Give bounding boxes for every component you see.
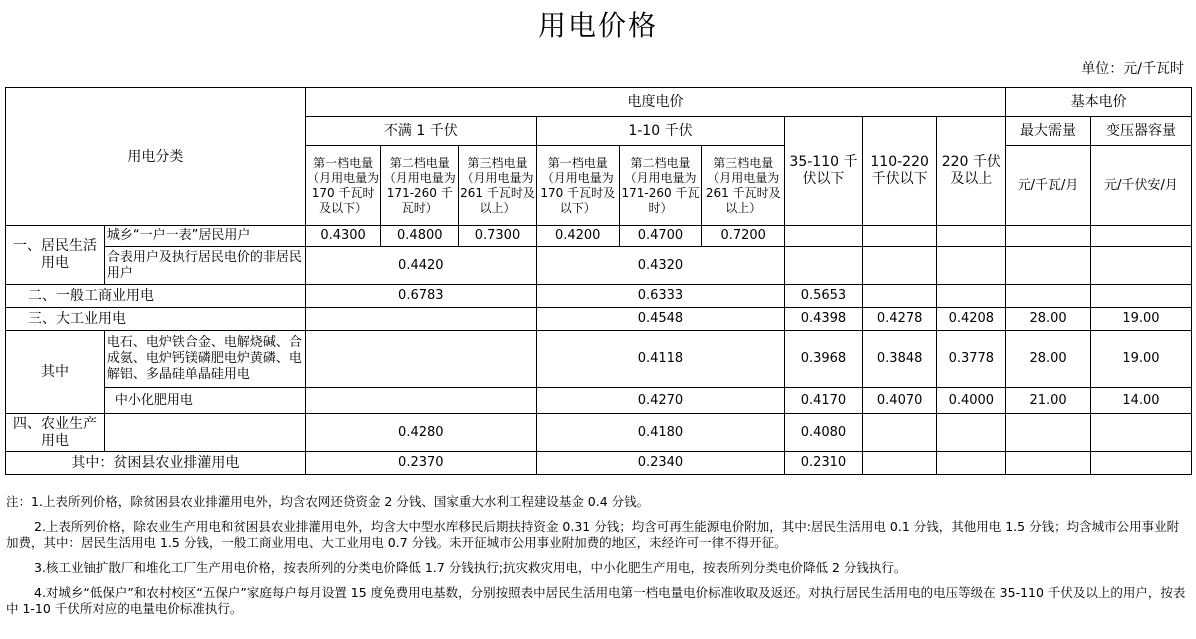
table-cell: 19.00 (1090, 331, 1191, 388)
table-cell: 0.4320 (536, 247, 784, 285)
table-cell: 0.3968 (785, 331, 863, 388)
basic-price-header: 基本电价 (1006, 88, 1192, 117)
table-cell (862, 285, 937, 308)
table-cell: 0.7300 (459, 226, 537, 247)
table-cell (104, 414, 305, 452)
table-cell (1090, 452, 1191, 475)
table-cell (1006, 226, 1091, 247)
table-cell: 0.4800 (381, 226, 459, 247)
table-row (6, 452, 1192, 475)
table-cell (305, 308, 536, 331)
table-cell (937, 226, 1006, 247)
table-cell: 14.00 (1090, 388, 1191, 414)
header-row-1 (6, 88, 1192, 117)
table-row (6, 308, 1192, 331)
table-cell (1006, 414, 1091, 452)
table-cell: 0.4700 (619, 226, 702, 247)
table-cell (937, 247, 1006, 285)
transformer-unit: 元/千伏安/月 (1090, 146, 1191, 226)
table-cell (305, 331, 536, 388)
table-cell: 0.4170 (785, 388, 863, 414)
table-cell: 0.4270 (536, 388, 784, 414)
table-cell: 0.4300 (305, 226, 381, 247)
row-label: 一、居民生活用电 (6, 226, 105, 285)
row-sublabel: 电石、电炉铁合金、电解烧碱、合成氨、电炉钙镁磷肥电炉黄磷、电解铝、多晶硅单晶硅用电 (104, 331, 305, 388)
category-header: 用电分类 (6, 88, 306, 226)
table-cell: 0.4200 (536, 226, 619, 247)
table-cell (785, 247, 863, 285)
table-cell (862, 452, 937, 475)
table-cell: 0.4278 (862, 308, 937, 331)
under-1kv-header: 不满 1 千伏 (305, 117, 536, 146)
table-row (6, 247, 1192, 285)
table-cell: 0.4548 (536, 308, 784, 331)
row-sublabel: 合表用户及执行居民电价的非居民用户 (104, 247, 305, 285)
table-cell (1090, 414, 1191, 452)
table-cell (937, 452, 1006, 475)
1-10kv-header: 1-10 千伏 (536, 117, 784, 146)
table-cell (937, 414, 1006, 452)
tier3-header: 第三档电量（月用电量为 261 千瓦时及以上） (459, 146, 537, 226)
220kv-header: 220 千伏及以上 (937, 117, 1006, 226)
table-cell (862, 226, 937, 247)
table-cell (1006, 285, 1091, 308)
row-label: 三、大工业用电 (6, 308, 306, 331)
table-cell: 0.4208 (937, 308, 1006, 331)
table-cell (1090, 226, 1191, 247)
energy-price-header: 电度电价 (305, 88, 1005, 117)
table-cell: 0.4398 (785, 308, 863, 331)
table-row (6, 388, 1192, 414)
table-cell (937, 285, 1006, 308)
table-row (6, 414, 1192, 452)
110-220kv-header: 110-220 千伏以下 (862, 117, 937, 226)
note-4: 4.对城乡“低保户”和农村校区“五保户”家庭每户每月设置 15 度免费用电基数，分别按照表中居民生活用电第一档电量电价标准收取及返还。对执行居民生活用电的电压等级在 35-110 千伏及以上的用户，按表中 1-10 千伏所对应的电量电价标准执行。 (6, 585, 1186, 616)
table-cell: 28.00 (1006, 308, 1091, 331)
tier3-header: 第三档电量（月用电量为 261 千瓦时及以上） (702, 146, 785, 226)
transformer-header: 变压器容量 (1090, 117, 1191, 146)
table-cell (1006, 452, 1091, 475)
note-2: 2.上表所列价格，除农业生产用电和贫困县农业排灌用电外，均含大中型水库移民后期扶持资金 0.31 分钱；均含可再生能源电价附加，其中:居民生活用电 0.1 分钱，其他用电 1.5 分钱；均含城市公用事业附加费，其中：居民生活用电 1.5 分钱，一般工商业用电、大工业用电 0.7 分钱。未开征城市公用事业附加费的地区，未经许可一律不得开征。 (6, 519, 1180, 550)
table-cell: 0.4280 (305, 414, 536, 452)
table-row (6, 226, 1192, 247)
table-cell (1090, 285, 1191, 308)
table-cell: 0.2340 (536, 452, 784, 475)
price-table (5, 87, 1192, 475)
unit-label: 单位：元/千瓦时 (1081, 61, 1184, 77)
table-cell: 0.4118 (536, 331, 784, 388)
tier2-header: 第二档电量（月用电量为 171-260 千瓦时） (381, 146, 459, 226)
table-cell: 0.6333 (536, 285, 784, 308)
row-label: 其中 (6, 331, 105, 414)
table-cell (1006, 247, 1091, 285)
table-cell: 0.3778 (937, 331, 1006, 388)
tier1-header: 第一档电量（月用电量为 170 千瓦时及以下） (536, 146, 619, 226)
table-cell: 0.4070 (862, 388, 937, 414)
notes (6, 494, 1190, 626)
table-row (6, 331, 1192, 388)
table-cell: 0.6783 (305, 285, 536, 308)
table-cell: 0.4180 (536, 414, 784, 452)
table-cell (785, 226, 863, 247)
table-cell: 28.00 (1006, 331, 1091, 388)
table-cell: 19.00 (1090, 308, 1191, 331)
table-cell (305, 388, 536, 414)
table-cell: 0.4000 (937, 388, 1006, 414)
table-cell: 0.4420 (305, 247, 536, 285)
table-cell: 0.7200 (702, 226, 785, 247)
row-sublabel: 中小化肥用电 (104, 388, 305, 414)
table-cell: 0.2370 (305, 452, 536, 475)
tier2-header: 第二档电量（月用电量为 171-260 千瓦时） (619, 146, 702, 226)
row-label: 二、一般工商业用电 (6, 285, 306, 308)
table-cell (862, 414, 937, 452)
page-title: 用电价格 (537, 9, 658, 42)
table-cell: 0.4080 (785, 414, 863, 452)
table-cell: 0.5653 (785, 285, 863, 308)
table-cell (1090, 247, 1191, 285)
note-1: 注：1.上表所列价格，除贫困县农业排灌用电外，均含农网还贷资金 2 分钱、国家重大水利工程建设基金 0.4 分钱。 (6, 494, 650, 509)
row-sublabel: 城乡“一户一表”居民用户 (104, 226, 305, 247)
max-demand-header: 最大需量 (1006, 117, 1091, 146)
row-label: 四、农业生产用电 (6, 414, 105, 452)
35-110kv-header: 35-110 千伏以下 (785, 117, 863, 226)
table-cell: 21.00 (1006, 388, 1091, 414)
table-cell: 0.3848 (862, 331, 937, 388)
row-label: 其中：贫困县农业排灌用电 (6, 452, 306, 475)
table-cell (862, 247, 937, 285)
tier1-header: 第一档电量（月用电量为 170 千瓦时及以下） (305, 146, 381, 226)
table-cell: 0.2310 (785, 452, 863, 475)
table-row (6, 285, 1192, 308)
note-3: 3.核工业铀扩散厂和堆化工厂生产用电价格，按表所列的分类电价降低 1.7 分钱执行;抗灾救灾用电，中小化肥生产用电，按表所列分类电价降低 2 分钱执行。 (34, 560, 907, 575)
max-demand-unit: 元/千瓦/月 (1006, 146, 1091, 226)
